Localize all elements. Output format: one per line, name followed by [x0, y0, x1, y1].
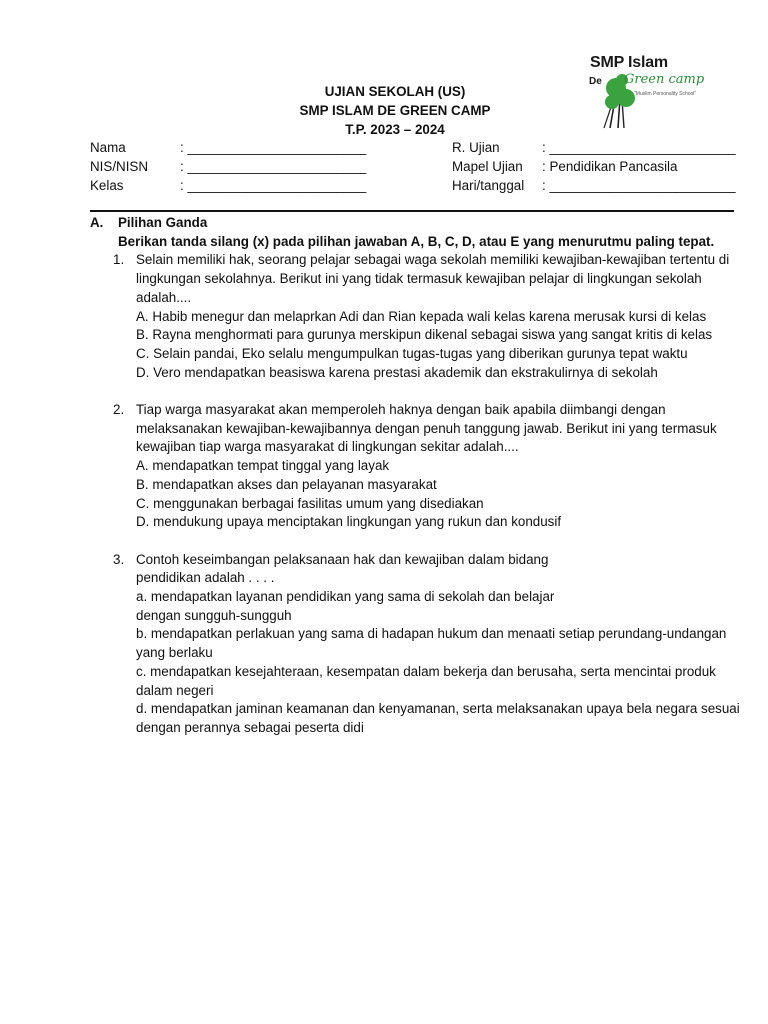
option-d[interactable]: D. mendukung upaya menciptakan lingkungan yang rukun dan kondusif	[136, 514, 562, 530]
question-list	[90, 251, 740, 737]
section-title: Pilihan Ganda	[118, 215, 208, 230]
question-number: 1.	[113, 252, 125, 268]
section-pilihan-ganda	[90, 214, 740, 738]
question-1	[90, 251, 740, 382]
exam-header	[200, 82, 590, 139]
option-c[interactable]: C. Selain pandai, Eko selalu mengumpulkan tugas-tugas yang diberikan gurunya tepat waktu	[136, 345, 688, 361]
logo-tagline: "Muslim Personality School"	[634, 91, 697, 97]
option-c[interactable]: C. menggunakan berbagai fasilitas umum yang disediakan	[136, 495, 484, 511]
option-d[interactable]: D. Vero mendapatkan beasiswa karena prestasi akademik dan ekstrakulirnya di sekolah	[136, 364, 658, 380]
field-hari[interactable]: : _________________________	[542, 178, 736, 193]
option-c[interactable]: c. mendapatkan kesejahteraan, kesempatan dalam bekerja dan berusaha, serta mencintai produk dalam negeri	[136, 663, 716, 698]
label-ruang: R. Ujian	[452, 140, 500, 155]
option-b[interactable]: B. Rayna menghormati para gurunya merskipun dikenal sebagai siswa yang sangat kritis di kelas	[136, 327, 713, 343]
logo-name: Green camp	[624, 72, 705, 87]
exam-title: UJIAN SEKOLAH (US)	[324, 84, 466, 99]
question-text: Selain memiliki hak, seorang pelajar sebagai waga sekolah memiliki kewajiban-kewajiban tertentu di lingkungan sekolahnya. Berikut ini yang tidak termasuk kewajiban pelajar di lingkungan sekolah adalah....	[136, 252, 730, 305]
school-year: T.P. 2023 – 2024	[345, 122, 445, 137]
label-nis: NIS/NISN	[90, 159, 149, 174]
question-number: 2.	[113, 402, 125, 418]
section-letter: A.	[90, 215, 104, 230]
question-3	[90, 551, 740, 738]
option-a[interactable]: A. mendapatkan tempat tinggal yang layak	[136, 458, 390, 474]
header-divider	[90, 210, 734, 212]
label-hari: Hari/tanggal	[452, 178, 525, 193]
option-a[interactable]: a. mendapatkan layanan pendidikan yang sama di sekolah dan belajar dengan sungguh-sungguh	[136, 589, 555, 623]
logo-prefix: De	[589, 76, 602, 87]
option-a[interactable]: A. Habib menegur dan melaprkan Adi dan Rian kepada wali kelas karena merusak kursi di kelas	[136, 308, 707, 324]
option-b[interactable]: B. mendapatkan akses dan pelayanan masyarakat	[136, 476, 437, 492]
school-name: SMP ISLAM DE GREEN CAMP	[299, 103, 491, 118]
field-kelas[interactable]: : ________________________	[180, 178, 367, 193]
question-number: 3.	[113, 551, 125, 567]
question-spacer	[90, 532, 740, 551]
option-d[interactable]: d. mendapatkan jaminan keamanan dan kenyamanan, serta melaksanakan upaya bela negara sesuai dengan perannya sebagai peserta didi	[136, 701, 740, 735]
label-mapel: Mapel Ujian	[452, 159, 523, 174]
option-b[interactable]: b. mendapatkan perlakuan yang sama di hadapan hukum dan menaati setiap perundang-undangan yang berlaku	[136, 626, 727, 661]
question-text: Tiap warga masyarakat akan memperoleh haknya dengan baik apabila diimbangi dengan melaksanakan kewajiban-kewajibannya dengan penuh tanggung jawab. Berikut ini yang termasuk kewajiban tiap warga masyarakat di lingkungan sekitar adalah....	[136, 402, 717, 455]
field-nis[interactable]: : ________________________	[180, 159, 367, 174]
label-kelas: Kelas	[90, 178, 124, 193]
field-ruang[interactable]: : _________________________	[542, 140, 736, 155]
label-nama: Nama	[90, 140, 126, 155]
field-nama[interactable]: : ________________________	[180, 140, 367, 155]
logo-school-line1: SMP Islam	[590, 54, 668, 71]
school-logo	[588, 54, 712, 132]
section-heading	[90, 214, 740, 233]
field-mapel: : Pendidikan Pancasila	[542, 159, 678, 174]
question-2	[90, 401, 740, 532]
question-spacer	[90, 382, 740, 401]
section-instruction: Berikan tanda silang (x) pada pilihan jawaban A, B, C, D, atau E yang menurutmu paling tepat.	[118, 233, 715, 249]
question-text: Contoh keseimbangan pelaksanaan hak dan kewajiban dalam bidang pendidikan adalah . . . .	[136, 551, 549, 586]
